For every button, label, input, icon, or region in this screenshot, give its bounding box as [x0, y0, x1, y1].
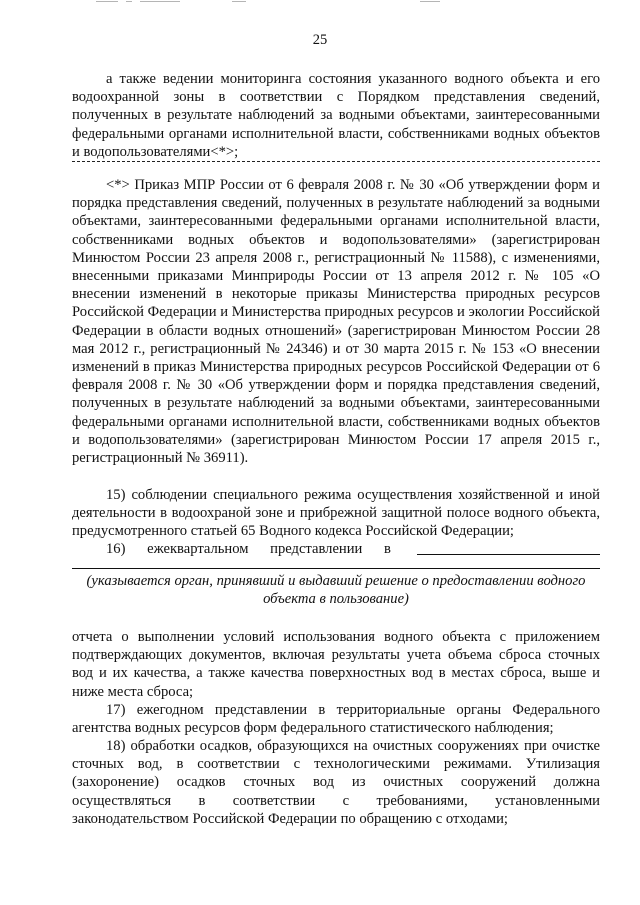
paragraph-item-16-continuation: отчета о выполнении условий использования водного объекта с приложением подтверждающих документов, включая результаты учета объема сброса сточных вод и их качества, а также качества поверхностных вод в местах сброса, выше и ниже места сброса; [72, 629, 600, 700]
paragraph-item-18: 18) обработки осадков, образующихся на очистных сооружениях при очистке сточных вод, в соответствии с технологическими режимами. Утилизация (захоронение) осадков сточных вод из очистных сооружений должна осуществляться в соответствии с требованиями, установленными законодательством Российской Федерации по обращению с отходами; [72, 738, 600, 827]
item-16-row [72, 540, 600, 560]
item-16-label: 16) ежеквартальном представлении в [106, 541, 391, 557]
fill-in-blank-short [417, 554, 600, 555]
fill-in-instruction: (указывается орган, принявший и выдавший решение о предоставлении водного объекта в пользование) [86, 573, 586, 608]
paragraph-item-15: 15) соблюдении специального режима осуществления хозяйственной и иной деятельности в водоохраной зоне и прибрежной защитной полосе водного объекта, предусмотренного статьей 65 Водного кодекса Российской Федерации; [72, 487, 600, 540]
footnote-text: <*> Приказ МПР России от 6 февраля 2008 г. № 30 «Об утверждении форм и порядка представления сведений, полученных в результате наблюдений за водными объектами, заинтересованными федеральными органами исполнительной власти, собственниками водных объектов и водопользователями» (зарегистрирован Минюстом России 23 апреля 2008 г., регистрационный № 11588), с изменениями, внесенными приказами Минприроды России от 13 апреля 2012 г. № 105 «О внесении изменений в некоторые приказы Министерства природных ресурсов Российской Федерации и Министерства природных ресурсов и экологии Российской Федерации в области водных отношений» (зарегистрирован Минюстом России 28 мая 2012 г., регистрационный № 24346) и от 30 марта 2015 г. № 153 «О внесении изменений в приказ Министерства природных ресурсов Российской Федерации от 6 февраля 2008 г. № 30 «Об утверждении форм и порядка представления сведений, полученных в результате наблюдений за водными объектами, заинтересованными федеральными органами исполнительной власти, собственниками водных объектов и водопользователями» (зарегистрирован Минюстом России 17 апреля 2015 г., регистрационный № 36911). [72, 177, 600, 467]
footnote-separator [72, 161, 600, 162]
paragraph-item-17: 17) ежегодном представлении в территориальные органы Федерального агентства водных ресурсов форм федерального статистического наблюдения; [72, 702, 600, 737]
page-number: 25 [312, 32, 328, 48]
scan-edge-artifact [0, 0, 640, 6]
fill-in-blank-line [72, 568, 600, 569]
paragraph-monitoring: а также ведении мониторинга состояния указанного водного объекта и его водоохранной зоны в соответствии с Порядком представления сведений, полученных в результате наблюдений за водными объектами, заинтересованными федеральными органами исполнительной власти, собственниками водных объектов и водопользователями<*>; [72, 71, 600, 160]
